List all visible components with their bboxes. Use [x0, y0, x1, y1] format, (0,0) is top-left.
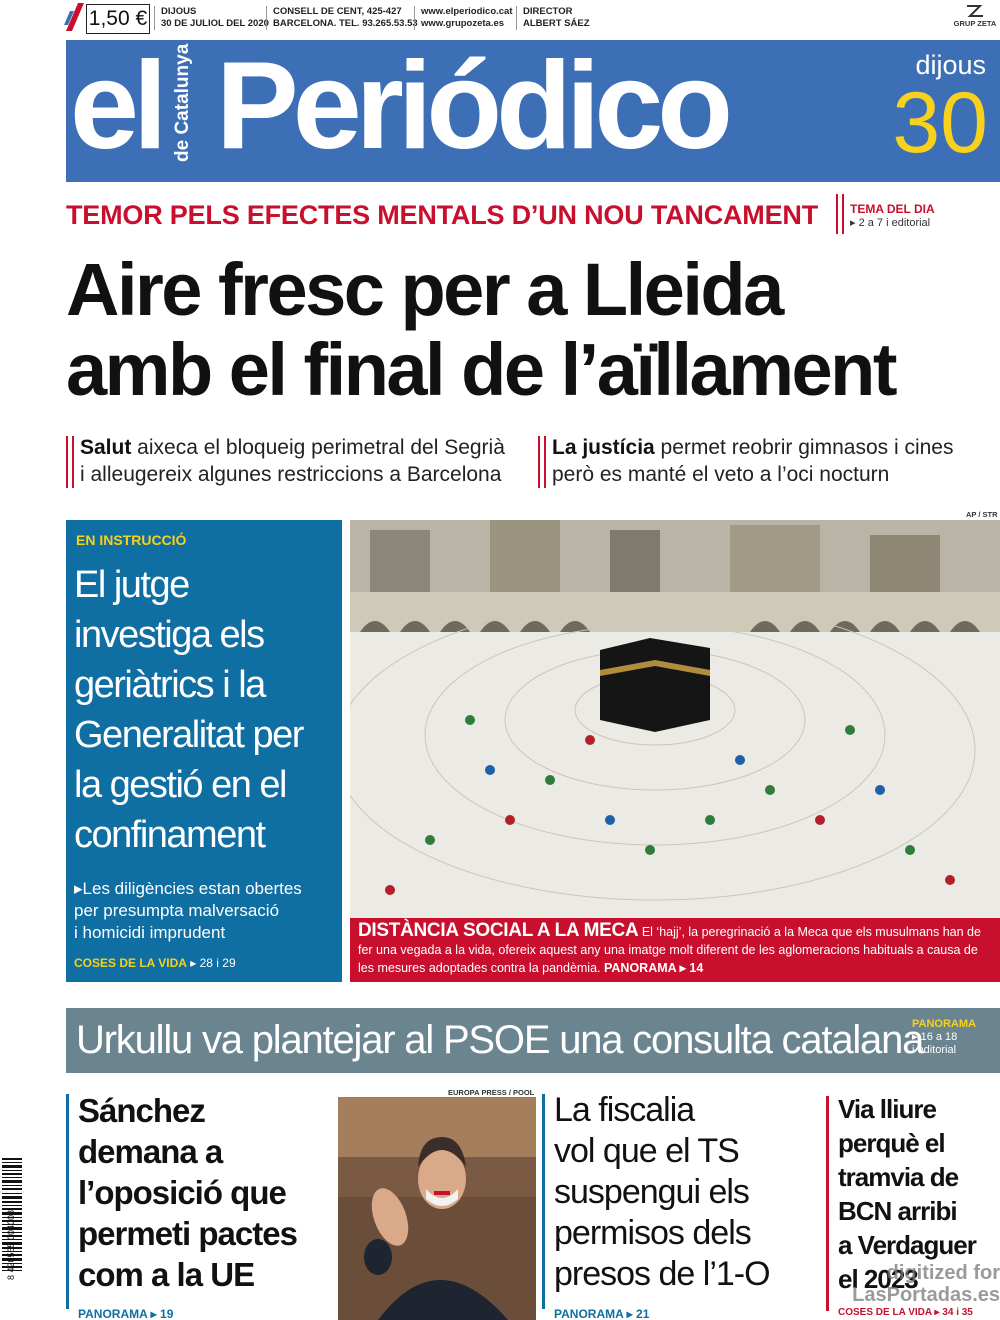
slash-logo-icon	[64, 3, 86, 31]
bar-title: Urkullu va plantejar al PSOE una consulta catalana	[76, 1018, 924, 1062]
photo2-credit: EUROPA PRESS / POOL	[448, 1088, 535, 1097]
kaaba-illustration	[350, 520, 1000, 918]
main-headline[interactable]: Aire fresc per a Lleida amb el final de l’aïllament	[66, 248, 895, 411]
barcode-number: 8 420565 004008	[6, 1209, 16, 1281]
watermark: digitized for LasPortadas.es	[852, 1262, 1000, 1306]
masthead-el: el	[70, 40, 162, 175]
double-bar-icon	[66, 436, 74, 488]
story-bar-urkullu[interactable]	[66, 1008, 1000, 1073]
fiscalia-page-ref: PANORAMA ▸ 21	[554, 1307, 650, 1320]
sanchez-photo[interactable]	[338, 1097, 536, 1320]
box-kicker: EN INSTRUCCIÓ	[76, 532, 187, 548]
story-tramvia[interactable]: Via lliure perquè el tramvia de BCN arribi a Verdaguer el 2023	[826, 1092, 976, 1296]
story-sanchez[interactable]: Sánchez demana a l’oposició que permeti pactes com a la UE	[66, 1090, 297, 1295]
story-box-geriatrics[interactable]	[66, 520, 342, 982]
grup-zeta-logo: GRUP ZETA	[950, 4, 1000, 28]
lead-kicker: TEMOR PELS EFECTES MENTALS D’UN NOU TANCAMENT	[66, 200, 818, 230]
address-info: CONSELL DE CENT, 425-427 BARCELONA. TEL. 93.265.53.53	[266, 6, 418, 30]
subdeck-justice[interactable]: La justícia permet reobrir gimnasos i cines però es manté el veto a l’oci nocturn	[538, 434, 953, 488]
box-title: El jutge investiga els geriàtrics i la Generalitat per la gestió en el confinament	[74, 564, 303, 856]
date-info: DIJOUS 30 DE JULIOL DEL 2020	[154, 6, 269, 30]
bar-page-ref: PANORAMA ▸ 16 a 18 i editorial	[912, 1018, 976, 1056]
masthead-day-number: 30	[892, 75, 988, 171]
box-deck: ▸Les diligències estan obertes per presumpta malversació i homicidi imprudent	[74, 879, 302, 942]
masthead	[66, 40, 1000, 182]
photo-caption: DISTÀNCIA SOCIAL A LA MECA El ‘hajj’, la peregrinació a la Meca que els musulmans han de fer una vegada a la vida, ofereix aquest any una imatge molt diferent de les aglomeracions habituals a causa de les mesures adoptades contra la pandèmia. PANORAMA ▸ 14	[350, 918, 1000, 982]
tema-del-dia[interactable]: TEMA DEL DIA ▸ 2 a 7 i editorial	[836, 194, 935, 234]
zeta-icon	[964, 4, 986, 18]
masthead-weekday: dijous	[915, 50, 986, 80]
mecca-photo[interactable]	[350, 520, 1000, 918]
masthead-title: Periódico	[216, 40, 728, 175]
web-info: www.elperiodico.cat www.grupozeta.es	[414, 6, 513, 30]
price-box: 1,50 €	[86, 4, 150, 34]
story-fiscalia[interactable]: La fiscalia vol que el TS suspengui els permisos dels presos de l’1-O	[542, 1090, 770, 1295]
tramvia-page-ref: COSES DE LA VIDA ▸ 34 i 35	[838, 1307, 973, 1318]
masthead-subtitle: de Catalunya	[172, 43, 193, 162]
sanchez-page-ref: PANORAMA ▸ 19	[78, 1307, 174, 1320]
double-bar-icon	[836, 194, 844, 234]
director-info: DIRECTOR ALBERT SÁEZ	[516, 6, 590, 30]
politician-illustration	[338, 1097, 536, 1320]
top-info-bar	[0, 0, 1000, 40]
double-bar-icon	[538, 436, 546, 488]
box-page-ref: COSES DE LA VIDA ▸ 28 i 29	[74, 956, 236, 970]
subdeck-health[interactable]: Salut aixeca el bloqueig perimetral del Segrià i alleugereix algunes restriccions a Barcelona	[66, 434, 505, 488]
photo-credit: AP / STR	[966, 510, 998, 519]
